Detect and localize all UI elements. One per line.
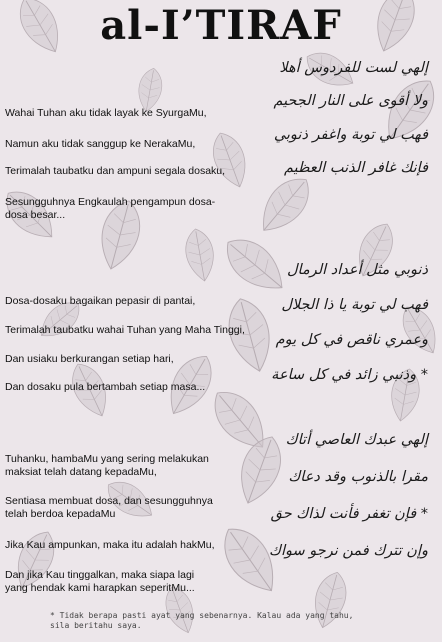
arabic-verse: ولا أقوى على النار الجحيم xyxy=(273,93,428,109)
poem-line: Terimalah taubatku dan ampuni segala dosaku, xyxy=(5,165,226,177)
poem-line: dosa besar... xyxy=(5,209,66,221)
arabic-verse: فهب لي توبة يا ذا الجلال xyxy=(281,297,428,313)
footnote-line: sila beritahu saya. xyxy=(50,621,142,630)
poem-line: yang hendak kami harapkan seperitMu... xyxy=(5,582,195,594)
poem-line: Dan usiaku berkurangan setiap hari, xyxy=(5,353,174,365)
poem-line: Wahai Tuhan aku tidak layak ke SyurgaMu, xyxy=(5,107,207,119)
arabic-verse: إلهي لست للفردوس أهلا xyxy=(279,60,428,76)
poem-line: Jika Kau ampunkan, maka itu adalah hakMu, xyxy=(5,539,215,551)
arabic-verse: * فإن تغفر فأنت لذاك حق xyxy=(270,506,428,522)
arabic-verse: وعمري ناقص في كل يوم xyxy=(275,332,428,348)
poem-title: al-I’TIRAF xyxy=(100,2,342,49)
poem-line: Sesungguhnya Engkaulah pengampun dosa- xyxy=(5,196,216,208)
poem-line: Dan jika Kau tinggalkan, maka siapa lagi xyxy=(5,569,195,581)
poem-line: Dan dosaku pula bertambah setiap masa... xyxy=(5,381,206,393)
arabic-verse: فإنك غافر الذنب العظيم xyxy=(283,160,428,176)
poem-line: Dosa-dosaku bagaikan pepasir di pantai, xyxy=(5,295,196,307)
arabic-verse: * وذنبي زائد في كل ساعة xyxy=(271,367,428,383)
poem-line: telah berdoa kepadaMu xyxy=(5,508,116,520)
poem-line: maksiat telah datang kepadaMu, xyxy=(5,466,157,478)
poem-line: Tuhanku, hambaMu yang sering melakukan xyxy=(5,453,209,465)
arabic-verse: مقرا بالذنوب وقد دعاك xyxy=(288,469,428,485)
poem-line: Namun aku tidak sanggup ke NerakaMu, xyxy=(5,138,196,150)
arabic-verse: وإن تترك فمن نرجو سواك xyxy=(269,543,428,559)
footnote-line: * Tidak berapa pasti ayat yang sebenarnya. Kalau ada yang tahu, xyxy=(50,611,354,620)
poem-line: Terimalah taubatku wahai Tuhan yang Maha Tinggi, xyxy=(5,324,245,336)
arabic-verse: فهب لي توبة واغفر ذنوبي xyxy=(273,127,428,143)
footnote xyxy=(50,611,430,631)
arabic-verse: إلهي عبدك العاصي أتاك xyxy=(285,432,428,448)
arabic-verse: ذنوبي مثل أعداد الرمال xyxy=(287,262,428,278)
poem-line: Sentiasa membuat dosa, dan sesungguhnya xyxy=(5,495,213,507)
